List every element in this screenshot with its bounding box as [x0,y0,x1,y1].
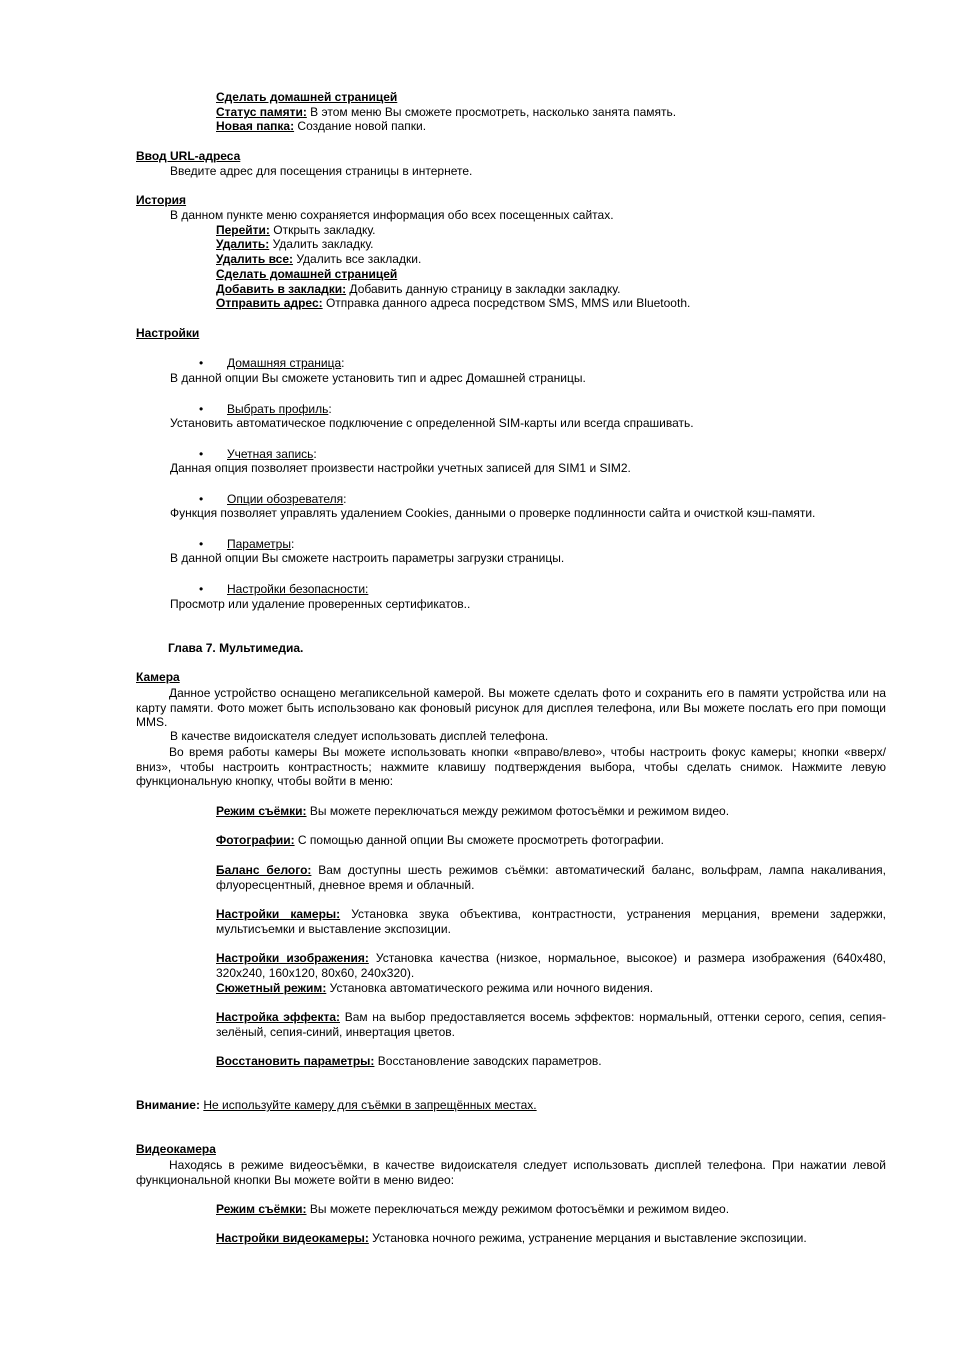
camera-para-3-text: Во время работы камеры Вы можете использовать кнопки «вправо/влево», чтобы настроить фокус камеры; кнопки «вверх/вниз», чтобы настроить контрастность; нажмите клавишу подтверждения выбора, чтобы сделать снимок. Нажмите левую функциональную кнопку, чтобы войти в меню: [136,745,886,789]
history-item-delete [216,237,374,252]
camera-para-1 [136,686,886,730]
item-text: Восстановление заводских параметров. [374,1054,602,1068]
camera-item-scene-mode [216,981,886,996]
warning-text: Не используйте камеру для съёмки в запрещённых местах. [203,1098,537,1112]
item-label: Удалить все: [216,252,294,266]
item-suffix: : [290,537,295,551]
menu-item-memory-status [216,105,676,120]
chapter-title: Глава 7. Мультимедиа. [168,641,304,655]
video-item-settings [216,1231,886,1246]
item-text: С помощью данной опции Вы сможете просмотреть фотографии. [294,833,665,847]
item-text: Вам доступны шесть режимов съёмки: автоматический баланс, вольфрам, лампа накаливания, флуоресцентный, дневное время и облачный. [216,863,886,892]
settings-desc: В данной опции Вы сможете установить тип и адрес Домашней страницы. [170,371,586,385]
item-text: Открыть закладку. [269,223,376,237]
item-label: Сделать домашней страницей [216,90,398,104]
bullet-icon: • [199,582,204,596]
item-label: Режим съёмки: [216,804,307,818]
item-label: Перейти: [216,223,270,237]
history-item-add-bookmark [216,282,620,297]
item-text: Вы можете переключаться между режимом фотосъёмки и режимом видео. [306,804,730,818]
item-label: Выбрать профиль [227,402,329,416]
item-label: Удалить: [216,237,270,251]
item-label: Сделать домашней страницей [216,267,398,281]
settings-item-profile [227,402,332,417]
camera-item-photos [216,833,886,848]
item-text: Вам на выбор предоставляется восемь эффектов: нормальный, оттенки серого, сепия, сепия-зелёный, сепия-синий, инвертация цветов. [216,1010,887,1039]
url-heading: Ввод URL-адреса [136,149,241,163]
bullet-icon: • [199,492,204,506]
menu-item-set-homepage [216,90,397,105]
item-text: Удалить все закладки. [293,252,422,266]
settings-desc: Просмотр или удаление проверенных сертификатов.. [170,597,471,611]
item-label: Настройки безопасности: [227,582,369,596]
history-intro: В данном пункте меню сохраняется информация обо всех посещенных сайтах. [170,208,614,222]
camera-item-shooting-mode [216,804,886,819]
item-suffix: : [341,356,345,370]
item-label: Настройки изображения: [216,951,369,965]
item-label: Сюжетный режим: [216,981,327,995]
bullet-icon: • [199,356,204,370]
item-label: Параметры [227,537,291,551]
history-item-delete-all [216,252,421,267]
item-text: Удалить закладку. [269,237,374,251]
settings-item-account [227,447,317,462]
camera-heading: Камера [136,670,180,684]
item-label: Опции обозревателя [227,492,344,506]
item-label: Новая папка: [216,119,295,133]
settings-desc: Установить автоматическое подключение с определенной SIM-карты или всегда спрашивать. [170,416,694,430]
history-item-go [216,223,376,238]
item-text: Отправка данного адреса посредством SMS, MMS или Bluetooth. [322,296,691,310]
camera-item-white-balance [216,863,886,892]
item-suffix: : [313,447,317,461]
item-label: Настройки камеры: [216,907,341,921]
settings-item-parameters [227,537,294,552]
camera-item-restore [216,1054,886,1069]
warning [136,1098,537,1113]
history-item-send-address [216,296,690,311]
settings-desc: Данная опция позволяет произвести настройки учетных записей для SIM1 и SIM2. [170,461,631,475]
item-text: Установка звука объектива, контрастности, устранения мерцания, времени задержки, мультисъемки и выставление экспозиции. [216,907,887,936]
camera-item-effect [216,1010,886,1039]
bullet-icon: • [199,447,204,461]
item-suffix: : [328,402,332,416]
camera-para-2: В качестве видоискателя следует использовать дисплей телефона. [170,729,549,743]
history-item-set-homepage [216,267,397,282]
item-label: Домашняя страница [227,356,342,370]
url-text: Введите адрес для посещения страницы в интернете. [170,164,473,178]
item-suffix: : [343,492,347,506]
item-text: Установка качества (низкое, нормальное, высокое) и размера изображения (640x480, 320x240, 160x120, 80x60, 240x320). [216,951,886,980]
item-label: Статус памяти: [216,105,307,119]
bullet-icon: • [199,402,204,416]
item-label: Режим съёмки: [216,1202,307,1216]
video-para-text: Находясь в режиме видеосъёмки, в качестве видоискателя следует использовать дисплей телефона. При нажатии левой функциональной кнопки Вы можете войти в меню видео: [136,1158,886,1187]
settings-item-security [227,582,368,597]
menu-item-new-folder [216,119,426,134]
item-text: Установка ночного режима, устранение мерцания и выставление экспозиции. [368,1231,807,1245]
item-text: В этом меню Вы сможете просмотреть, насколько занята память. [306,105,677,119]
settings-item-homepage [227,356,345,371]
item-label: Добавить в закладки: [216,282,347,296]
video-para [136,1158,886,1187]
item-label: Отправить адрес: [216,296,323,310]
video-item-shooting-mode [216,1202,886,1217]
settings-item-browser-options [227,492,347,507]
camera-item-image-settings [216,951,886,980]
item-text: Создание новой папки. [294,119,427,133]
item-label: Фотографии: [216,833,295,847]
settings-desc: Функция позволяет управлять удалением Cookies, данными о проверке подлинности сайта и очисткой кэш-памяти. [170,506,816,520]
camera-para-1-text: Данное устройство оснащено мегапиксельной камерой. Вы можете сделать фото и сохранить его в памяти устройства или на карту памяти. Фото может быть использовано как фоновый рисунок для дисплея телефона, или Вы можете послать его при помощи MMS. [136,686,886,730]
item-text: Добавить данную страницу в закладки закладку. [346,282,621,296]
item-text: Установка автоматического режима или ночного видения. [326,981,654,995]
history-heading: История [136,193,187,207]
bullet-icon: • [199,537,204,551]
item-label: Восстановить параметры: [216,1054,375,1068]
warning-label: Внимание: [136,1098,200,1112]
camera-para-3 [136,745,886,789]
settings-desc: В данной опции Вы сможете настроить параметры загрузки страницы. [170,551,565,565]
item-label: Баланс белого: [216,863,312,877]
settings-heading: Настройки [136,326,200,340]
item-text: Вы можете переключаться между режимом фотосъёмки и режимом видео. [306,1202,730,1216]
item-label: Настройки видеокамеры: [216,1231,369,1245]
camera-item-camera-settings [216,907,886,936]
item-label: Учетная запись [227,447,314,461]
item-label: Настройка эффекта: [216,1010,340,1024]
video-heading: Видеокамера [136,1142,216,1156]
